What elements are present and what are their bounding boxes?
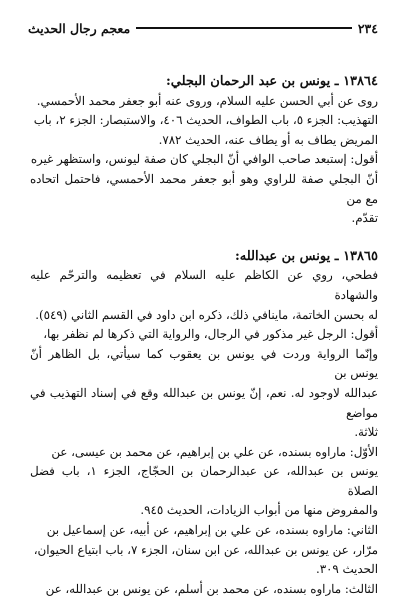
entry-line: له بحسن الخاتمة، ماينافي ذلك، ذكره ابن داود في القسم الثاني (٥٤٩). (35, 307, 378, 322)
entry-line: وإنّما الرواية وردت في يونس بن يعقوب كما سيأتي، بل الظاهر أنّ يونس بن (30, 346, 378, 381)
entry-line: ثلاثة. (354, 425, 378, 440)
entry-line: أنّ البجلي صفة للراوي وهو أبو جعفر محمد الأحمسي، فاحتمل اتحاده مع من (30, 171, 378, 206)
page-body (30, 72, 378, 599)
entry-line: الثاني: ماراوه بسنده، عن علي بن إبراهيم، عن أبيه، عن إسماعيل بن (46, 523, 378, 538)
entry-line: مرّار، عن يونس بن عبدالله، عن ابن سنان، الجزء ٧، باب ابتياع الحيوان، (33, 542, 378, 557)
entry-line: الحديث ٣٠٩. (315, 562, 378, 577)
entry-line: أقول: إستبعد صاحب الوافي أنّ البجلي كان صفة ليونس، واستظهر غيره (30, 152, 378, 167)
book-title: معجم رجال الحديث (28, 20, 131, 36)
entry-line: التهذيب: الجزء ٥، باب الطواف، الحديث ٤٠٦، والاستبصار: الجزء ٢، باب (33, 113, 378, 128)
header-rule (136, 27, 352, 29)
entry-line: فطحي، روي عن الكاظم عليه السلام في تعظيمه والترحّم عليه والشهادة (30, 268, 378, 302)
page-header (28, 17, 378, 39)
entry-line: الأوّل: ماراوه بسنده، عن علي بن إبراهيم، عن محمد بن عيسى، عن (51, 444, 378, 459)
entry-line: عبدالله لاوجود له. نعم، إنّ يونس بن عبدالله وقع في إسناد التهذيب في مواضع (30, 385, 378, 420)
entry-line: الثالث: ماراوه بسنده، عن محمد بن أسلم، عن يونس بن عبدالله، عن (45, 581, 378, 596)
entry-line: روى عن أبي الحسن عليه السلام، وروى عنه أبو جعفر محمد الأحمسي. (36, 93, 378, 108)
entry-line: المريض يطاف به أو يطاف عنه، الحديث ٧٨٢. (158, 132, 378, 147)
entry-line: يونس بن عبدالله، عن عبدالرحمان بن الحجّاج، الجزء ١، باب فضل الصلاة (30, 464, 378, 498)
entry-line: أقول: الرجل غير مذكور في الرجال، والرواية التي ذكرها لم نظفر بها، (43, 327, 378, 342)
entry-line: تقدّم. (351, 211, 378, 226)
entry-title: ١٣٨٦٥ ـ يونس بن عبدالله: (234, 248, 378, 264)
page-number: ٢٣٤ (357, 20, 378, 36)
entry-gap (30, 229, 378, 247)
entry-line: والمفروض منها من أبواب الزيادات، الحديث ٩٤٥. (140, 503, 378, 518)
entry-title: ١٣٨٦٤ ـ يونس بن عبد الرحمان البجلي: (165, 74, 378, 89)
